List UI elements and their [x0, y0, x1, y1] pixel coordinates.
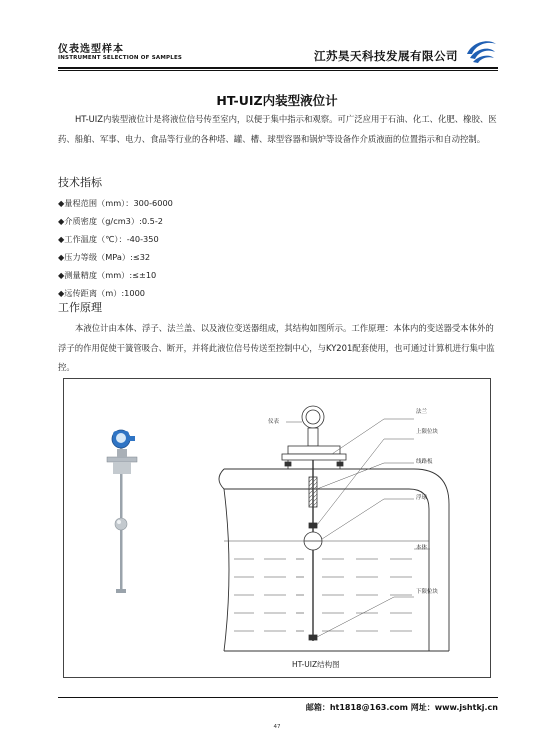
spec-item: ◆测量精度（mm）:≤±10 [58, 270, 157, 280]
device-photo [107, 430, 137, 593]
label-lower-limit: 下限位块 [416, 589, 439, 595]
specs-list [58, 194, 173, 302]
header-category [58, 44, 182, 62]
spec-item: ◆压力等级（MPa）:≤32 [58, 252, 151, 262]
tank-outline [219, 469, 449, 651]
header-company-name: 江苏昊天科技发展有限公司 [314, 49, 458, 63]
rod-assembly [304, 460, 322, 641]
footer-rule [58, 697, 498, 698]
label-meter: 仪表 [268, 419, 280, 425]
structure-diagram [63, 378, 491, 678]
header-category-cn: 仪表选型样本 [58, 44, 124, 55]
footer-contact: 邮箱：ht1818@163.com 网址：www.jshtkj.cn [305, 703, 498, 712]
diagram-caption: HT-UIZ结构图 [292, 660, 340, 669]
spec-item: ◆量程范围（mm）：300-6000 [58, 198, 173, 208]
header-rule-thin [58, 70, 498, 71]
label-upper-limit: 上限位块 [416, 429, 439, 435]
label-circuit-board: 线路板 [416, 459, 433, 465]
principle-heading: 工作原理 [58, 301, 102, 314]
label-float: 浮球 [416, 495, 428, 501]
principle-paragraph: 本液位计由本体、浮子、法兰盖、以及液位变送器组成，其结构如图所示。工作原理：本体内的变送器受本体外的浮子的作用促使干簧管吸合、断开，并将此液位信号传送至控制中心，与KY201配套使用，也可通过计算机进行集中监控。 [58, 323, 495, 372]
liquid-level-lines [224, 541, 429, 631]
spec-item: ◆介质密度（g/cm3）:0.5-2 [58, 216, 164, 226]
spec-item: ◆远传距离（m）:1000 [58, 288, 145, 298]
label-flange: 法兰 [416, 409, 428, 415]
specs-heading: 技术指标 [58, 176, 102, 189]
page-header [58, 44, 498, 66]
page-number: 47 [273, 724, 281, 730]
intro-paragraph: HT-UIZ内装型液位计是将液位信号传至室内，以便于集中指示和观察。可广泛应用于石油、化工、化肥、橡胶、医药、船舶、军事、电力、食品等行业的各种塔、罐、槽、球型容器和锅炉等设备作介质液面的位置指示和自动控制。 [58, 114, 497, 144]
spec-item: ◆工作温度（℃）：-40-350 [58, 234, 159, 244]
instrument-head [282, 406, 346, 469]
company-logo-icon [464, 38, 498, 64]
header-rule [58, 67, 498, 69]
header-category-en: INSTRUMENT SELECTION OF SAMPLES [58, 55, 183, 61]
page-title: HT-UIZ内装型液位计 [216, 93, 338, 108]
label-body: 本体 [416, 545, 428, 551]
